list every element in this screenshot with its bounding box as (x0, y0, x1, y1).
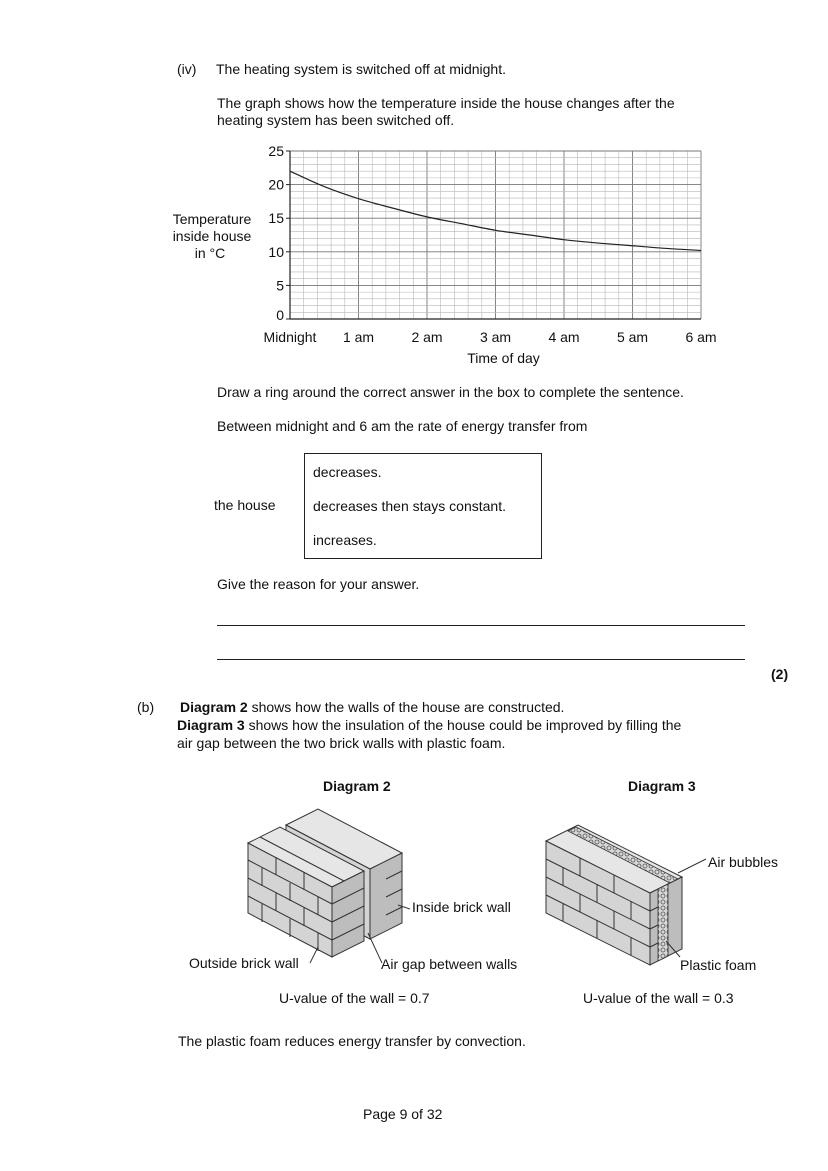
sentence-stem: Between midnight and 6 am the rate of energy transfer from (217, 418, 588, 434)
temperature-chart (0, 0, 828, 380)
part-b-line1 (180, 699, 564, 715)
answer-options-box (304, 453, 542, 559)
part-b-line3: air gap between the two brick walls with plastic foam. (177, 735, 506, 751)
air-gap-label: Air gap between walls (381, 956, 518, 972)
y-tick-label: 5 (276, 277, 284, 294)
diagram3-u-value: U-value of the wall = 0.3 (583, 990, 734, 1006)
diagram2-title: Diagram 2 (323, 778, 391, 794)
x-tick-label: 6 am (685, 329, 717, 345)
outside-wall-label: Outside brick wall (189, 955, 299, 971)
y-axis-title-line: Temperature (172, 211, 252, 227)
y-axis-title-line: inside house (172, 228, 252, 244)
answer-line-2[interactable] (217, 659, 745, 660)
x-tick-label: 1 am (342, 329, 375, 345)
diagram3-title: Diagram 3 (628, 778, 696, 794)
x-axis-title: Time of day (467, 350, 540, 366)
diagram2-wall-illustration (240, 805, 410, 980)
air-bubbles-label: Air bubbles (708, 854, 779, 870)
question-label-b: (b) (137, 699, 155, 715)
diagram3-ref: Diagram 3 (177, 717, 245, 733)
chart-labels (173, 143, 717, 366)
x-tick-label: Midnight (263, 329, 317, 345)
marks-label: (2) (771, 666, 789, 682)
y-tick-label: 15 (268, 210, 284, 227)
option-decreases[interactable]: decreases. (313, 464, 382, 480)
part-b-line1-text: shows how the walls of the house are constructed. (247, 699, 565, 715)
diagram2-u-value: U-value of the wall = 0.7 (279, 990, 430, 1006)
diagram2-ref: Diagram 2 (180, 699, 248, 715)
graph-description-line2: heating system has been switched off. (217, 112, 455, 128)
question-intro: The heating system is switched off at midnight. (216, 61, 506, 77)
y-tick-label: 25 (268, 143, 284, 159)
y-tick-label: 10 (268, 243, 284, 260)
plastic-foam-label: Plastic foam (680, 957, 757, 973)
answer-line-1[interactable] (217, 625, 745, 626)
chart-axes (286, 151, 701, 319)
part-b-line2 (177, 717, 681, 733)
page-number: Page 9 of 32 (363, 1106, 443, 1122)
question-label-iv: (iv) (177, 61, 197, 77)
inside-wall-label: Inside brick wall (412, 899, 511, 915)
chart-grid (290, 151, 701, 319)
graph-description-line1: The graph shows how the temperature inside the house changes after the (217, 95, 675, 111)
y-tick-label: 0 (276, 307, 284, 323)
instruction-text: Draw a ring around the correct answer in the box to complete the sentence. (217, 384, 684, 400)
x-tick-label: 4 am (548, 329, 580, 345)
y-tick-label: 20 (268, 176, 284, 193)
diagram3-wall-illustration (540, 815, 710, 975)
x-tick-label: 2 am (411, 329, 443, 345)
y-axis-title-line: in °C (194, 245, 226, 261)
option-increases[interactable]: increases. (313, 532, 377, 548)
reason-prompt: Give the reason for your answer. (217, 576, 420, 592)
x-tick-label: 5 am (616, 329, 649, 345)
part-b-line2-text: shows how the insulation of the house could be improved by filling the (244, 717, 682, 733)
option-decreases-then-constant[interactable]: decreases then stays constant. (313, 498, 506, 514)
sentence-subject: the house (214, 497, 276, 513)
conclusion-text: The plastic foam reduces energy transfer by convection. (178, 1033, 526, 1049)
x-tick-label: 3 am (479, 329, 512, 345)
